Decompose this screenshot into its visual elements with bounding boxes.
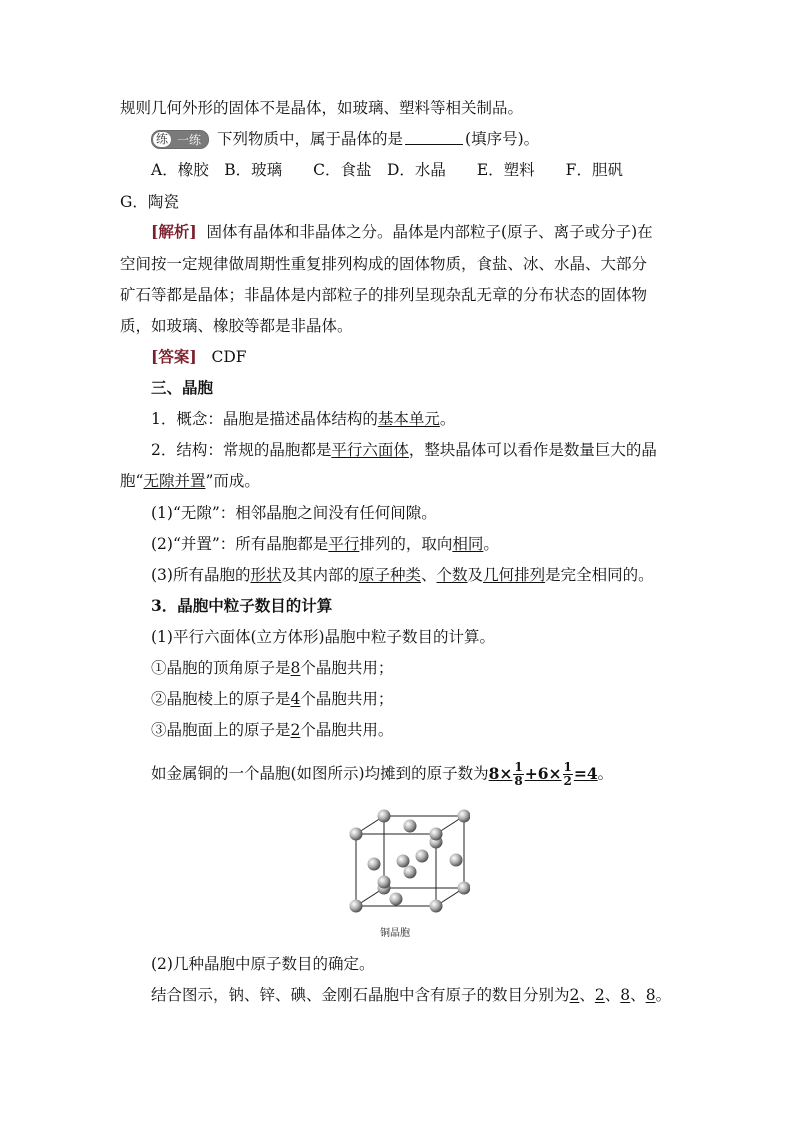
atom [390, 893, 403, 906]
exercise-badge: 练 一练 [151, 130, 209, 149]
atom [416, 850, 429, 863]
text-line: 胞“无隙并置”而成。 [120, 472, 260, 490]
atom [368, 858, 381, 871]
answer-blank [405, 130, 463, 145]
text-line: ①晶胞的顶角原子是8个晶胞共用； [151, 659, 394, 677]
atom [378, 810, 391, 823]
atom [458, 882, 471, 895]
text-line: ③晶胞面上的原子是2个晶胞共用。 [151, 721, 394, 739]
text-line: 规则几何外形的固体不是晶体，如玻璃、塑料等相关制品。 [120, 99, 524, 117]
text-line: (2)“并置”：所有晶胞都是平行排列的，取向相同。 [151, 535, 499, 553]
text-line: 2．结构：常规的晶胞都是平行六面体，整块晶体可以看作是数量巨大的晶 [151, 441, 657, 459]
copper-formula: 8× $\frac{1}{8}$ +6× $\frac{1}{2}$ =4 [488, 760, 598, 788]
exercise-question: 练 一练 下列物质中，属于晶体的是 (填序号)。 [151, 129, 711, 149]
text-line: (2)几种晶胞中原子数目的确定。 [151, 955, 375, 973]
atom [350, 828, 363, 841]
section-heading: 3．晶胞中粒子数目的计算 [151, 596, 333, 615]
atom [430, 900, 443, 913]
atom [378, 876, 391, 889]
copper-atoms [350, 810, 471, 913]
atom [404, 866, 417, 879]
exercise-options: A．橡胶 B．玻璃 C．食盐 D．水晶 E．塑料 F．胆矾 [151, 161, 623, 179]
atom [397, 855, 410, 868]
copper-unit-cell-diagram [348, 808, 470, 916]
copper-count-line: 如金属铜的一个晶胞(如图所示)均摊到的原子数为8× $\frac{1}{8}$ +6× $\frac{1}{2}$ =4。 [151, 760, 614, 788]
text-line: (3)所有晶胞的形状及其内部的原子种类、个数及几何排列是完全相同的。 [151, 566, 654, 584]
exercise-options-cont: G．陶瓷 [120, 193, 179, 211]
atom [458, 810, 471, 823]
text-line: (1)平行六面体(立方体形)晶胞中粒子数目的计算。 [151, 628, 496, 646]
fraction-one-eighth: $\frac{1}{8}$ [514, 760, 523, 788]
answer-line: [答案] CDF [151, 347, 247, 366]
atom [404, 820, 417, 833]
answer-tag: [答案] [151, 347, 197, 366]
atom [450, 854, 463, 867]
text-line: 1．概念：晶胞是描述晶体结构的基本单元。 [151, 410, 456, 428]
analysis-line: 矿石等都是晶体；非晶体是内部粒子的排列呈现杂乱无章的分布状态的固体物 [120, 286, 648, 304]
text-line: 结合图示，钠、锌、碘、金刚石晶胞中含有原子的数目分别为2、2、8、8。 [151, 986, 672, 1004]
figure-caption: 铜晶胞 [380, 928, 410, 939]
text-line: (1)“无隙”：相邻晶胞之间没有任何间隙。 [151, 504, 437, 522]
analysis-line: 空间按一定规律做周期性重复排列构成的固体物质，食盐、冰、水晶、大部分 [120, 255, 648, 273]
fraction-one-half: $\frac{1}{2}$ [563, 760, 572, 788]
text-line: ②晶胞棱上的原子是4个晶胞共用； [151, 690, 394, 708]
atom [350, 900, 363, 913]
analysis-line: 质，如玻璃、橡胶等都是非晶体。 [120, 317, 353, 335]
analysis-line: [解析] 固体有晶体和非晶体之分。晶体是内部粒子(原子、离子或分子)在 [151, 222, 653, 241]
section-heading: 三、晶胞 [151, 378, 214, 397]
analysis-tag: [解析] [151, 222, 197, 241]
atom [430, 828, 443, 841]
